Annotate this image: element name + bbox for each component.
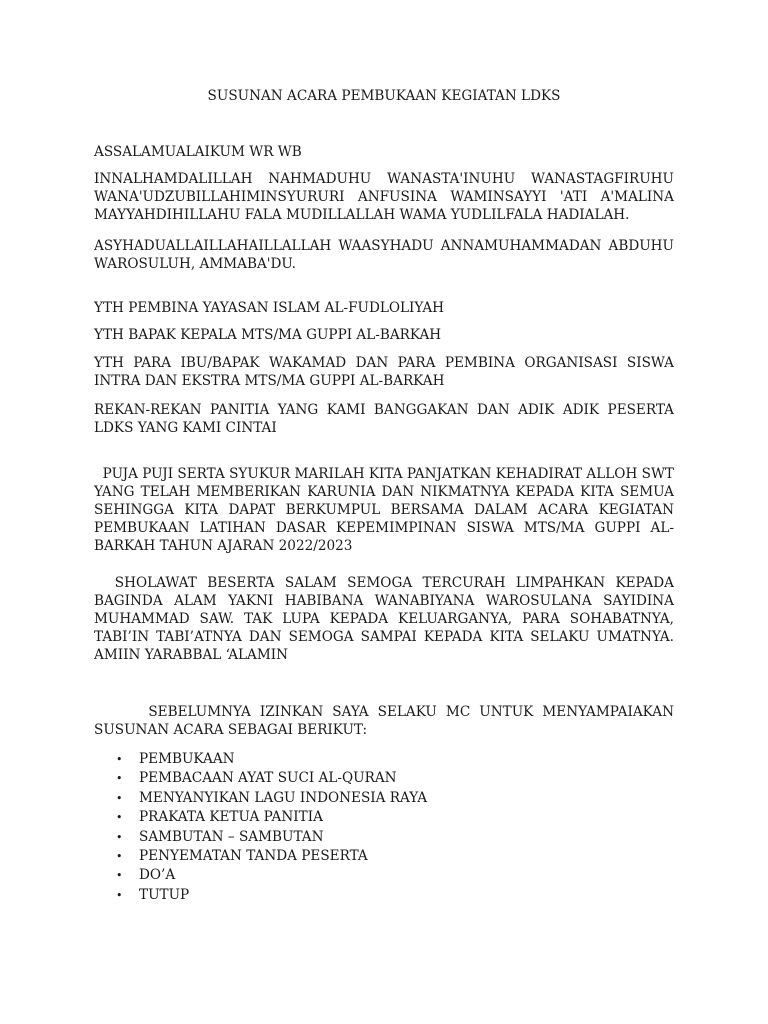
agenda-item-label: MENYANYIKAN LAGU INDONESIA RAYA <box>139 789 428 806</box>
sholawat-text: SHOLAWAT BESERTA SALAM SEMOGA TERCURAH LIMPAHKAN KEPADA BAGINDA ALAM YAKNI HABIBANA WANABIYANA WAROSULANA SAYIDINA MUHAMMAD SAW. TAK LUPA KEPADA KELUARGANYA, PARA SOHABATNYA, TABI’IN TABI’ATNYA DAN SEMOGA SAMPAI KEPADA KITA SELAKU UMATNYA. AMIIN YARABBAL ‘ALAMIN <box>94 575 674 663</box>
document-title: SUSUNAN ACARA PEMBUKAAN KEGIATAN LDKS <box>207 88 561 104</box>
agenda-item-label: PRAKATA KETUA PANITIA <box>139 809 323 826</box>
bullet-icon: • <box>116 888 123 902</box>
agenda-item <box>94 750 427 769</box>
agenda-item <box>94 789 427 808</box>
bullet-icon: • <box>116 791 123 805</box>
bullet-icon: • <box>116 869 123 883</box>
opening-paragraph-1: INNALHAMDALILLAH NAHMADUHU WANASTA'INUHU WANASTAGFIRUHU WANA'UDZUBILLAHIMINSYURURI ANFUSINA WAMINSAYYI 'ATI A'MALINA MAYYAHDIHILLAHU FALA MUDILLALLAH WAMA YUDLILFALA HADIALAH. <box>94 171 674 223</box>
agenda-item <box>94 847 427 866</box>
greeting: ASSALAMUALAIKUM WR WB <box>94 144 302 160</box>
agenda-item-label: PENYEMATAN TANDA PESERTA <box>139 847 368 864</box>
bullet-icon: • <box>116 849 123 863</box>
puja-puji-text: PUJA PUJI SERTA SYUKUR MARILAH KITA PANJATKAN KEHADIRAT ALLOH SWT YANG TELAH MEMBERIKAN KARUNIA DAN NIKMATNYA KEPADA KITA SEMUA SEHINGGA KITA DAPAT BERKUMPUL BERSAMA DALAM ACARA KEGIATAN PEMBUKAAN LATIHAN DASAR KEPEMIMPINAN SISWA MTS/MA GUPPI AL-BARKAH TAHUN AJARAN 2022/2023 <box>94 466 674 554</box>
agenda-item <box>94 828 427 847</box>
rekan-panitia-peserta: REKAN-REKAN PANITIA YANG KAMI BANGGAKAN DAN ADIK ADIK PESERTA LDKS YANG KAMI CINTAI <box>94 402 674 436</box>
agenda-intro-text: SEBELUMNYA IZINKAN SAYA SELAKU MC UNTUK MENYAMPAIAKAN SUSUNAN ACARA SEBAGAI BERIKUT: <box>94 704 674 738</box>
agenda-intro-paragraph <box>94 703 674 739</box>
sholawat-paragraph <box>94 574 674 664</box>
puja-puji-paragraph <box>94 465 674 555</box>
agenda-item <box>94 866 427 885</box>
agenda-item <box>94 886 427 905</box>
bullet-icon: • <box>116 753 123 766</box>
agenda-item-label: SAMBUTAN – SAMBUTAN <box>139 828 324 845</box>
yth-pembina-yayasan: YTH PEMBINA YAYASAN ISLAM AL-FUDLOLIYAH <box>94 300 445 316</box>
opening-paragraph-2: ASYHADUALLAILLAHAILLALLAH WAASYHADU ANNAMUHAMMADAN ABDUHU WAROSULUH, AMMABA'DU. <box>94 238 674 272</box>
agenda-item-label: PEMBACAAN AYAT SUCI AL-QURAN <box>139 770 397 787</box>
bullet-icon: • <box>116 811 123 825</box>
agenda-list <box>94 750 427 905</box>
agenda-item <box>94 769 427 788</box>
document-page <box>94 0 674 1024</box>
agenda-item-label: PEMBUKAAN <box>139 751 235 767</box>
agenda-item <box>94 808 427 827</box>
bullet-icon: • <box>116 830 123 844</box>
bullet-icon: • <box>116 772 123 786</box>
yth-kepala-sekolah: YTH BAPAK KEPALA MTS/MA GUPPI AL-BARKAH <box>94 327 442 343</box>
agenda-item-label: TUTUP <box>139 886 190 903</box>
agenda-item-label: DO’A <box>139 867 176 884</box>
yth-wakamad-pembina: YTH PARA IBU/BAPAK WAKAMAD DAN PARA PEMBINA ORGANISASI SISWA INTRA DAN EKSTRA MTS/MA GUPPI AL-BARKAH <box>94 355 674 389</box>
